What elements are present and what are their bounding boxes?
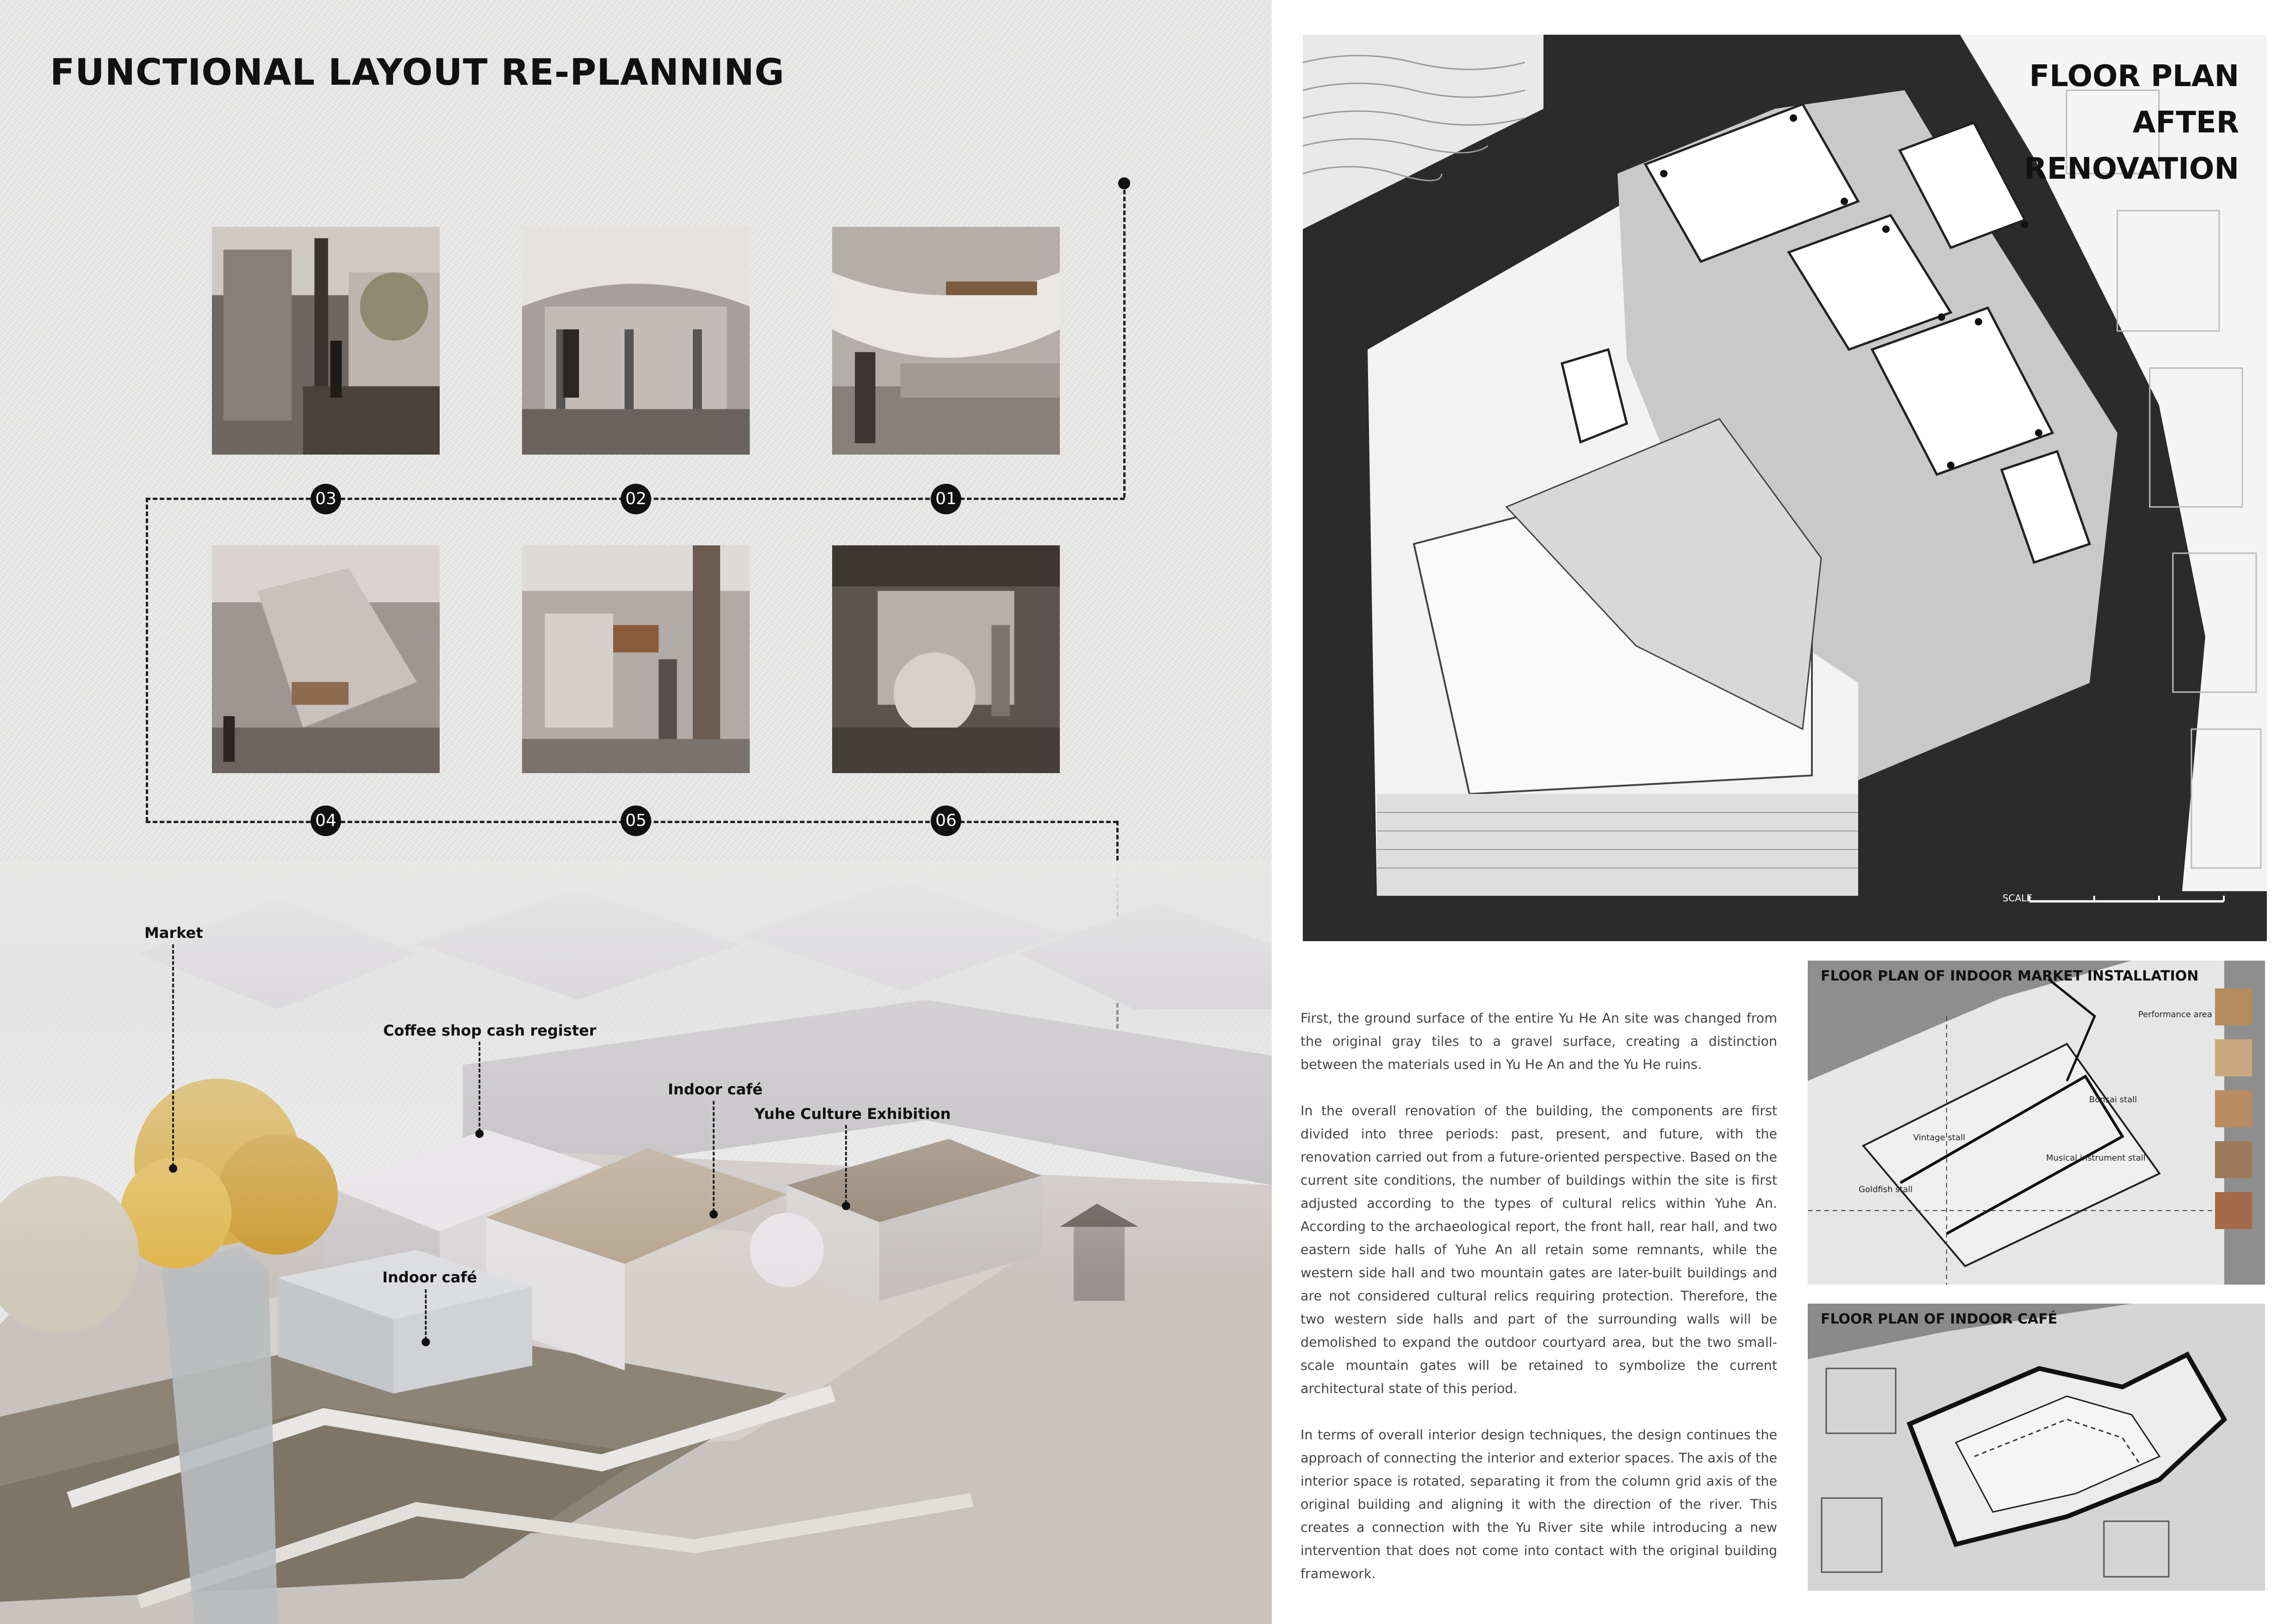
- label-indoor-cafe: Indoor café: [668, 1081, 763, 1098]
- performance-area-tag: Performance area: [2138, 1010, 2212, 1019]
- route-start-dot: [1118, 177, 1130, 189]
- render-number-badge: 02: [621, 484, 651, 514]
- musical-instrument-stall-tag: Musical instrument stall: [2046, 1153, 2146, 1163]
- bonsai-stall-tag: Bonsai stall: [2089, 1095, 2137, 1105]
- leader-dot: [422, 1338, 430, 1346]
- description-paragraph: First, the ground surface of the entire Yu He An site was changed from the original gray tiles to a gravel surface, creating a distinction between the materials used in Yu He An and the Yu He ruins.: [1300, 1011, 1777, 1072]
- leader-dot: [475, 1130, 484, 1138]
- cafe-floor-plan: [1808, 1304, 2265, 1591]
- render-02: [522, 227, 750, 455]
- description-paragraph: In the overall renovation of the building, the components are first divided into three periods: past, present, and future, with the renovation carried out from a future-oriented perspective. Based on the current site conditions, the number of buildings within the site is first adjusted according to the types of cultural relics within Yuhe An. According to the archaeological report, the front hall, rear hall, and two eastern side halls of Yuhe An all retain some remnants, while the western side hall and two mountain gates are later-built buildings and are not considered cultural relics requiring protection. Therefore, the two western side halls and part of the surrounding walls will be demolished to expand the outdoor courtyard area, but the two small-scale mountain gates will be retained to symbolize the current architectural state of this period.: [1300, 1103, 1777, 1396]
- aerial-view: [0, 861, 1272, 1624]
- route-line: [146, 498, 148, 822]
- leader-line: [172, 944, 174, 1167]
- leader-dot: [169, 1164, 177, 1173]
- leader-dot: [842, 1202, 850, 1210]
- leader-line: [713, 1101, 715, 1212]
- label-indoor-cafe: Indoor café: [382, 1268, 477, 1286]
- render-number-badge: 06: [931, 806, 961, 836]
- label-market: Market: [144, 924, 203, 942]
- floor-plan-title-line: RENOVATION: [2024, 152, 2239, 186]
- label-coffee-shop-cash-register: Coffee shop cash register: [383, 1022, 597, 1039]
- vintage-stall-tag: Vintage stall: [1913, 1133, 1966, 1143]
- page-title: FUNCTIONAL LAYOUT RE-PLANNING: [50, 52, 785, 94]
- render-01: [832, 227, 1060, 455]
- description-paragraph: In terms of overall interior design techniques, the design continues the approach of connecting the interior and exterior spaces. The axis of the interior space is rotated, separating it from the column grid axis of the original building and aligning it with the direction of the river. This creates a connection with the Yu River site while introducing a new intervention that does not come into contact with the original building framework.: [1300, 1427, 1777, 1581]
- leader-line: [845, 1125, 847, 1204]
- render-06: [832, 545, 1060, 773]
- floor-plan-after-renovation: [1303, 35, 2267, 941]
- leader-dot: [709, 1210, 718, 1218]
- leader-line: [479, 1042, 480, 1132]
- floor-plan-title-line: FLOOR PLAN: [2029, 59, 2239, 94]
- render-number-badge: 01: [931, 484, 961, 514]
- cafe-plan-title: FLOOR PLAN OF INDOOR CAFÉ: [1821, 1311, 2058, 1327]
- render-04: [212, 545, 440, 773]
- market-floor-plan: [1808, 961, 2265, 1285]
- label-yuhe-culture-exhibition: Yuhe Culture Exhibition: [754, 1105, 951, 1123]
- render-number-badge: 04: [311, 806, 341, 836]
- leader-line: [425, 1289, 427, 1340]
- route-line: [1123, 190, 1126, 498]
- market-plan-title: FLOOR PLAN OF INDOOR MARKET INSTALLATION: [1821, 968, 2199, 984]
- description-text: [1300, 1007, 1777, 1609]
- scale-label: SCALE: [2003, 893, 2033, 904]
- floor-plan-title-line: AFTER: [2133, 106, 2239, 140]
- render-05: [522, 545, 750, 773]
- render-number-badge: 03: [311, 484, 341, 514]
- render-number-badge: 05: [621, 806, 651, 836]
- goldfish-stall-tag: Goldfish stall: [1859, 1185, 1913, 1194]
- floor-plan-title: [2024, 53, 2239, 192]
- render-03: [212, 227, 440, 455]
